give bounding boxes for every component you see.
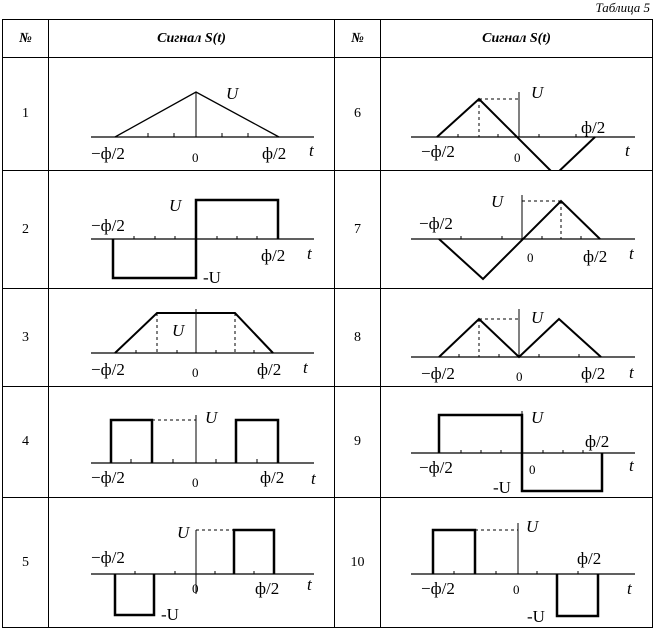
neg-half-label: −ф/2: [91, 216, 125, 235]
signal-cell-2: [49, 171, 335, 289]
time-label: t: [309, 141, 314, 160]
header-signal-left: Сигнал S(t): [49, 20, 335, 58]
header-row: [3, 20, 653, 58]
pos-half-label: ф/2: [260, 468, 285, 487]
row-number-3: 3: [3, 289, 49, 387]
zero-label: 0: [513, 582, 520, 597]
time-label: t: [629, 456, 634, 475]
row-number-8: 8: [335, 289, 381, 387]
neg-half-label: −ф/2: [421, 142, 455, 161]
signal-cell-10: [381, 498, 653, 628]
row-number-9: 9: [335, 387, 381, 498]
amp-label: U: [177, 523, 190, 542]
zero-label: 0: [529, 462, 536, 477]
time-label: t: [311, 469, 316, 488]
amp-label: U: [169, 196, 182, 215]
signal-cell-4: [49, 387, 335, 498]
zero-label: 0: [192, 365, 199, 380]
signal-cell-3: [49, 289, 335, 387]
zero-label: 0: [192, 475, 199, 490]
neg-half-label: −ф/2: [91, 144, 125, 163]
neg-half-label: −ф/2: [421, 364, 455, 383]
neg-half-label: −ф/2: [419, 214, 453, 233]
pos-half-label: ф/2: [261, 246, 286, 265]
signal-plot-7: [381, 171, 653, 288]
time-label: t: [629, 363, 634, 382]
zero-label: 0: [192, 581, 199, 596]
row-number-10: 10: [335, 498, 381, 628]
header-num-right: №: [335, 20, 381, 58]
signal-plot-2: [49, 171, 335, 288]
signal-cell-8: [381, 289, 653, 387]
signals-table: [2, 19, 653, 628]
zero-label: 0: [192, 150, 199, 165]
amp-label: U: [531, 408, 544, 427]
row-number-1: 1: [3, 58, 49, 171]
amp-label: U: [531, 308, 544, 327]
table-row: [3, 58, 653, 171]
pos-half-label: ф/2: [255, 579, 280, 598]
neg-half-label: −ф/2: [419, 458, 453, 477]
row-number-7: 7: [335, 171, 381, 289]
signal-cell-5: [49, 498, 335, 628]
amp-label: U: [526, 517, 539, 536]
signal-plot-6: [381, 58, 653, 170]
neg-amp-label: -U: [493, 478, 511, 497]
table-row: [3, 387, 653, 498]
amp-label: U: [172, 321, 185, 340]
header-num-left: №: [3, 20, 49, 58]
pos-half-label: ф/2: [577, 549, 602, 568]
signal-plot-1: [49, 58, 335, 170]
row-number-5: 5: [3, 498, 49, 628]
zero-label: 0: [514, 150, 521, 165]
time-label: t: [307, 244, 312, 263]
row-number-2: 2: [3, 171, 49, 289]
table-row: [3, 171, 653, 289]
pos-half-label: ф/2: [262, 144, 287, 163]
neg-amp-label: -U: [161, 605, 179, 624]
signal-plot-10: [381, 498, 653, 627]
pos-half-label: ф/2: [581, 364, 606, 383]
time-label: t: [625, 141, 630, 160]
signal-plot-4: [49, 387, 335, 497]
pos-half-label: ф/2: [581, 118, 606, 137]
pos-half-label: ф/2: [585, 432, 610, 451]
signal-cell-7: [381, 171, 653, 289]
row-number-6: 6: [335, 58, 381, 171]
table-caption: Таблица 5: [595, 0, 650, 15]
neg-half-label: −ф/2: [421, 579, 455, 598]
zero-label: 0: [527, 250, 534, 265]
row-number-4: 4: [3, 387, 49, 498]
time-label: t: [307, 575, 312, 594]
signal-plot-5: [49, 498, 335, 627]
neg-half-label: −ф/2: [91, 360, 125, 379]
signal-plot-9: [381, 387, 653, 497]
signal-cell-1: [49, 58, 335, 171]
time-label: t: [303, 358, 308, 377]
neg-amp-label: -U: [203, 268, 221, 287]
pos-half-label: ф/2: [583, 247, 608, 266]
amp-label: U: [205, 408, 218, 427]
neg-half-label: −ф/2: [91, 548, 125, 567]
time-label: t: [627, 579, 632, 598]
table-row: [3, 289, 653, 387]
amp-label: U: [226, 84, 239, 103]
table-row: [3, 498, 653, 628]
pos-half-label: ф/2: [257, 360, 282, 379]
zero-label: 0: [516, 369, 523, 384]
signal-cell-6: [381, 58, 653, 171]
neg-amp-label: -U: [527, 607, 545, 626]
header-signal-right: Сигнал S(t): [381, 20, 653, 58]
amp-label: U: [491, 192, 504, 211]
signal-plot-8: [381, 289, 653, 386]
signal-cell-9: [381, 387, 653, 498]
signal-plot-3: [49, 289, 335, 386]
amp-label: U: [531, 83, 544, 102]
neg-half-label: −ф/2: [91, 468, 125, 487]
time-label: t: [629, 244, 634, 263]
